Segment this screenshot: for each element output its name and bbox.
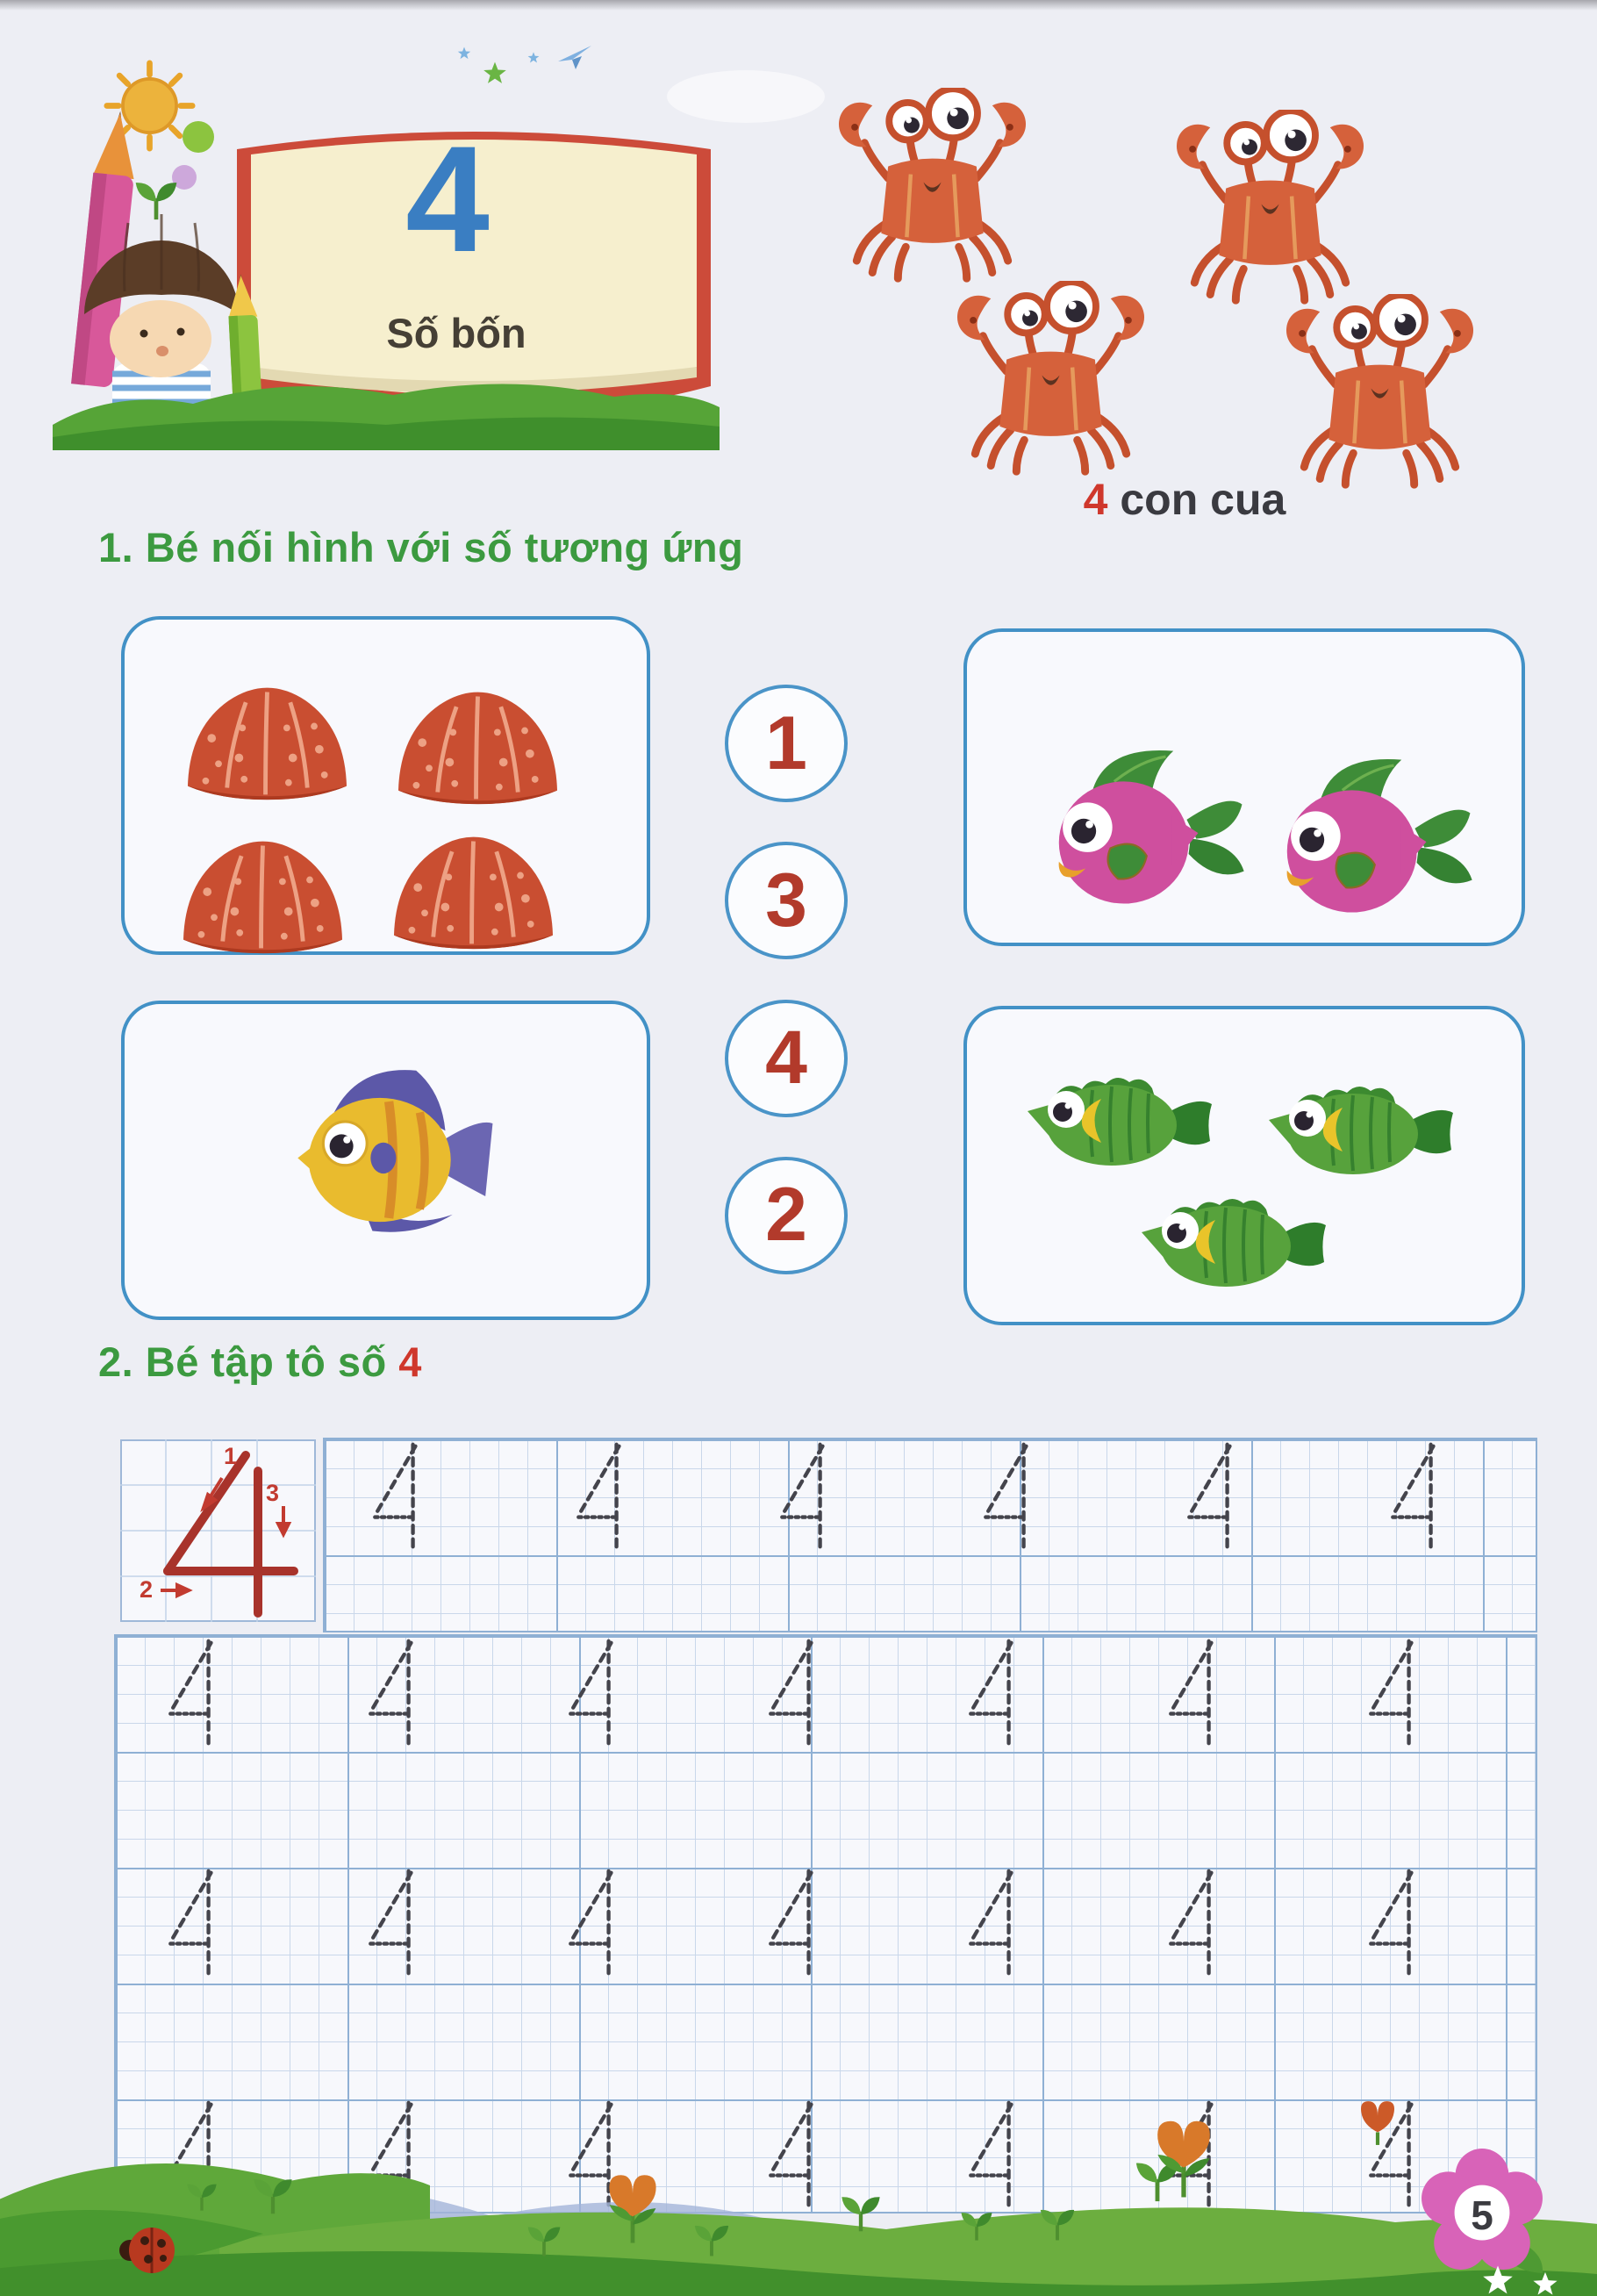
trace-numeral-4: [975, 1441, 1054, 1553]
paper-plane-icon: [558, 46, 593, 70]
stroke-label-1: 1: [224, 1443, 238, 1469]
trace-numeral-4: [771, 1441, 850, 1553]
lesson-number: 4: [405, 115, 490, 283]
number-option-circle: [725, 1000, 848, 1117]
section2-heading-text: 2. Bé tập tô số: [98, 1338, 399, 1385]
number-option-value: 3: [765, 857, 807, 943]
section2-heading-number: 4: [398, 1338, 422, 1385]
stroke-label-2: 2: [140, 1576, 154, 1603]
star-icon: [456, 46, 472, 61]
green-dot-decoration: [183, 121, 214, 153]
trace-numeral-4: [568, 1441, 647, 1553]
trace-numeral-4: [560, 1638, 639, 1749]
green-fish-illustration: [1015, 1055, 1217, 1187]
crab-illustration: [829, 88, 1035, 284]
number-option-value: 4: [765, 1015, 807, 1101]
trace-numeral-4: [1160, 1868, 1239, 1979]
number-option-circle: [725, 842, 848, 959]
trace-row: [160, 1868, 1439, 1982]
trace-numeral-4: [960, 1638, 1039, 1749]
crab-group-illustration: [820, 83, 1522, 496]
number-option-value: 1: [765, 700, 807, 786]
lesson-title: Số bốn: [386, 310, 526, 356]
sea-urchin-illustration: [388, 681, 568, 809]
pink-fish-illustration: [1257, 744, 1476, 926]
crab-caption-number: 4: [1083, 475, 1108, 524]
trace-numeral-4: [1160, 1638, 1239, 1749]
trace-numeral-4: [1382, 1441, 1461, 1553]
trace-numeral-4: [1360, 1868, 1439, 1979]
trace-numeral-4: [1178, 1441, 1257, 1553]
sea-urchin-illustration: [383, 826, 563, 954]
star-icon: [526, 51, 541, 65]
green-fish-illustration: [1129, 1176, 1331, 1308]
trace-numeral-4: [1360, 1638, 1439, 1749]
section1-heading: 1. Bé nối hình với số tương ứng: [98, 524, 744, 570]
trace-numeral-4: [760, 1868, 839, 1979]
trace-numeral-4: [760, 1638, 839, 1749]
picture-box-green-fish: [963, 1006, 1525, 1325]
sea-urchin-illustration: [177, 677, 357, 805]
number-options-column: [725, 685, 848, 1274]
stroke-order-guide: [120, 1439, 316, 1622]
trace-numeral-4: [160, 1868, 239, 1979]
yellow-fish-illustration: [272, 1052, 500, 1244]
trace-numeral-4: [560, 1868, 639, 1979]
trace-row: [160, 1638, 1439, 1752]
stroke-label-3: 3: [266, 1480, 280, 1506]
trace-numeral-4: [364, 1441, 443, 1553]
footer-landscape-illustration: [0, 2089, 1597, 2296]
sea-urchin-illustration: [173, 830, 353, 958]
trace-numeral-4: [160, 1638, 239, 1749]
crab-illustration: [1167, 110, 1373, 306]
section2-heading: [98, 1338, 422, 1386]
crab-illustration: [1277, 294, 1483, 491]
pink-fish-illustration: [1028, 735, 1248, 917]
crab-illustration: [948, 281, 1154, 477]
page-number: 5: [1471, 2192, 1493, 2238]
tracing-grid-strip: [323, 1438, 1537, 1632]
trace-numeral-4: [360, 1868, 439, 1979]
crab-caption: [992, 474, 1378, 525]
sprout-icon: [132, 172, 181, 221]
trace-row: [364, 1441, 1461, 1555]
picture-box-yellow-fish: [121, 1001, 650, 1320]
number-option-value: 2: [765, 1173, 807, 1258]
crab-caption-text: con cua: [1107, 475, 1286, 524]
picture-box-pink-fish: [963, 628, 1525, 946]
picture-box-sea-urchins: [121, 616, 650, 955]
trace-numeral-4: [360, 1638, 439, 1749]
grass-decoration: [53, 367, 720, 450]
trace-numeral-4: [960, 1868, 1039, 1979]
number-option-circle: [725, 1157, 848, 1274]
number-option-circle: [725, 685, 848, 802]
star-icon: [481, 60, 509, 88]
